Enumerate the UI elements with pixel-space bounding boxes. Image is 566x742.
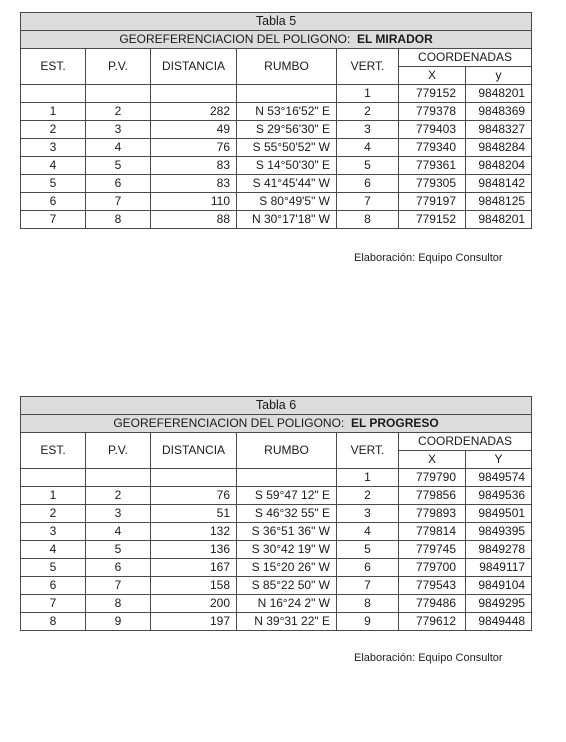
- cell-rumbo: S 46°32 55" E: [237, 505, 337, 523]
- table-caption-row: [21, 13, 532, 31]
- header-distancia: DISTANCIA: [151, 49, 237, 85]
- cell-vert: 1: [337, 85, 399, 103]
- table-row: [21, 103, 532, 121]
- cell-y: 9848142: [466, 175, 532, 193]
- table-row: [21, 121, 532, 139]
- cell-x: 779403: [399, 121, 466, 139]
- header-coordenadas: COORDENADAS: [399, 433, 532, 451]
- cell-y: 9849448: [466, 613, 532, 631]
- cell-distancia: 132: [151, 523, 237, 541]
- cell-est: 6: [21, 193, 86, 211]
- cell-x: 779612: [399, 613, 466, 631]
- cell-distancia: 88: [151, 211, 237, 229]
- table-6-body: [21, 397, 532, 631]
- cell-est: 5: [21, 175, 86, 193]
- cell-distancia: 200: [151, 595, 237, 613]
- cell-pv: 5: [86, 541, 151, 559]
- cell-rumbo: S 29°56'30" E: [237, 121, 337, 139]
- header-est: EST.: [21, 49, 86, 85]
- header-vert: VERT.: [337, 433, 399, 469]
- cell-vert: 5: [337, 541, 399, 559]
- table-row: [21, 175, 532, 193]
- table-row: [21, 469, 532, 487]
- cell-pv: 4: [86, 139, 151, 157]
- table-caption-row: [21, 397, 532, 415]
- cell-rumbo: N 39°31 22" E: [237, 613, 337, 631]
- cell-vert: 8: [337, 211, 399, 229]
- cell-rumbo: S 36°51 36" W: [237, 523, 337, 541]
- cell-pv: 6: [86, 559, 151, 577]
- cell-rumbo: S 15°20 26" W: [237, 559, 337, 577]
- cell-vert: 9: [337, 613, 399, 631]
- table-subtitle: [21, 31, 532, 49]
- header-distancia: DISTANCIA: [151, 433, 237, 469]
- cell-distancia: 83: [151, 175, 237, 193]
- cell-distancia: 197: [151, 613, 237, 631]
- cell-pv: [86, 469, 151, 487]
- cell-pv: 8: [86, 595, 151, 613]
- cell-est: 4: [21, 541, 86, 559]
- subtitle-prefix: GEOREFERENCIACION DEL POLIGONO:: [119, 32, 351, 46]
- cell-distancia: 51: [151, 505, 237, 523]
- cell-rumbo: S 14°50'30" E: [237, 157, 337, 175]
- header-est: EST.: [21, 433, 86, 469]
- cell-rumbo: [237, 469, 337, 487]
- cell-x: 779152: [399, 211, 466, 229]
- table-6: [20, 396, 532, 631]
- cell-x: 779745: [399, 541, 466, 559]
- table-subtitle: [21, 415, 532, 433]
- cell-vert: 6: [337, 175, 399, 193]
- cell-y: 9849117: [466, 559, 532, 577]
- cell-est: 1: [21, 103, 86, 121]
- cell-rumbo: S 30°42 19" W: [237, 541, 337, 559]
- table-row: [21, 505, 532, 523]
- cell-y: 9848284: [466, 139, 532, 157]
- table-5-body: [21, 13, 532, 229]
- cell-y: 9849295: [466, 595, 532, 613]
- cell-pv: [86, 85, 151, 103]
- cell-distancia: 136: [151, 541, 237, 559]
- cell-y: 9848327: [466, 121, 532, 139]
- cell-est: 4: [21, 157, 86, 175]
- cell-est: 5: [21, 559, 86, 577]
- cell-vert: 7: [337, 193, 399, 211]
- cell-vert: 4: [337, 523, 399, 541]
- cell-est: [21, 85, 86, 103]
- cell-pv: 2: [86, 103, 151, 121]
- cell-est: 6: [21, 577, 86, 595]
- cell-rumbo: S 80°49'5" W: [237, 193, 337, 211]
- cell-vert: 5: [337, 157, 399, 175]
- polygon-name: EL MIRADOR: [356, 32, 433, 46]
- cell-vert: 3: [337, 121, 399, 139]
- header-coordenadas: COORDENADAS: [399, 49, 532, 67]
- cell-y: 9848204: [466, 157, 532, 175]
- cell-pv: 7: [86, 577, 151, 595]
- cell-pv: 7: [86, 193, 151, 211]
- table-5-source: Elaboración: Equipo Consultor: [354, 252, 503, 264]
- cell-y: 9849395: [466, 523, 532, 541]
- cell-vert: 3: [337, 505, 399, 523]
- table-6-source: Elaboración: Equipo Consultor: [354, 652, 503, 664]
- cell-est: 2: [21, 505, 86, 523]
- cell-y: 9849501: [466, 505, 532, 523]
- header-vert: VERT.: [337, 49, 399, 85]
- table-row: [21, 193, 532, 211]
- header-rumbo: RUMBO: [237, 433, 337, 469]
- cell-y: 9848201: [466, 211, 532, 229]
- cell-y: 9849574: [466, 469, 532, 487]
- cell-vert: 2: [337, 487, 399, 505]
- header-pv: P.V.: [86, 433, 151, 469]
- cell-rumbo: S 55°50'52" W: [237, 139, 337, 157]
- cell-vert: 2: [337, 103, 399, 121]
- table-row: [21, 139, 532, 157]
- table-row: [21, 595, 532, 613]
- cell-x: 779893: [399, 505, 466, 523]
- cell-rumbo: S 59°47 12" E: [237, 487, 337, 505]
- table-row: [21, 487, 532, 505]
- cell-pv: 8: [86, 211, 151, 229]
- cell-x: 779197: [399, 193, 466, 211]
- header-x: X: [399, 67, 466, 85]
- header-row: [21, 433, 532, 451]
- cell-vert: 4: [337, 139, 399, 157]
- cell-pv: 6: [86, 175, 151, 193]
- cell-pv: 2: [86, 487, 151, 505]
- cell-distancia: 83: [151, 157, 237, 175]
- subtitle-prefix: GEOREFERENCIACION DEL POLIGONO:: [113, 416, 345, 430]
- header-pv: P.V.: [86, 49, 151, 85]
- cell-x: 779152: [399, 85, 466, 103]
- cell-rumbo: N 53°16'52" E: [237, 103, 337, 121]
- cell-x: 779361: [399, 157, 466, 175]
- table-row: [21, 523, 532, 541]
- table-row: [21, 157, 532, 175]
- cell-distancia: [151, 85, 237, 103]
- cell-x: 779543: [399, 577, 466, 595]
- cell-est: [21, 469, 86, 487]
- cell-y: 9848369: [466, 103, 532, 121]
- table-row: [21, 577, 532, 595]
- cell-distancia: 158: [151, 577, 237, 595]
- cell-vert: 8: [337, 595, 399, 613]
- cell-y: 9848201: [466, 85, 532, 103]
- table-row: [21, 541, 532, 559]
- cell-est: 7: [21, 595, 86, 613]
- cell-est: 3: [21, 523, 86, 541]
- cell-x: 779378: [399, 103, 466, 121]
- polygon-name: EL PROGRESO: [350, 416, 439, 430]
- cell-pv: 3: [86, 121, 151, 139]
- cell-distancia: 76: [151, 487, 237, 505]
- cell-distancia: 76: [151, 139, 237, 157]
- table-subtitle-row: [21, 415, 532, 433]
- table-row: [21, 85, 532, 103]
- cell-est: 3: [21, 139, 86, 157]
- cell-distancia: 282: [151, 103, 237, 121]
- cell-x: 779814: [399, 523, 466, 541]
- header-y: Y: [466, 451, 532, 469]
- cell-vert: 6: [337, 559, 399, 577]
- table-row: [21, 559, 532, 577]
- cell-vert: 1: [337, 469, 399, 487]
- table-row: [21, 211, 532, 229]
- cell-y: 9849104: [466, 577, 532, 595]
- cell-x: 779340: [399, 139, 466, 157]
- table-subtitle-row: [21, 31, 532, 49]
- cell-pv: 9: [86, 613, 151, 631]
- cell-y: 9848125: [466, 193, 532, 211]
- cell-x: 779486: [399, 595, 466, 613]
- cell-rumbo: N 16°24 2" W: [237, 595, 337, 613]
- table-5: [20, 12, 532, 229]
- header-row: [21, 49, 532, 67]
- table-row: [21, 613, 532, 631]
- cell-x: 779856: [399, 487, 466, 505]
- cell-pv: 3: [86, 505, 151, 523]
- header-y: y: [466, 67, 532, 85]
- header-rumbo: RUMBO: [237, 49, 337, 85]
- cell-pv: 5: [86, 157, 151, 175]
- cell-rumbo: [237, 85, 337, 103]
- cell-y: 9849536: [466, 487, 532, 505]
- cell-x: 779790: [399, 469, 466, 487]
- header-x: X: [399, 451, 466, 469]
- cell-est: 8: [21, 613, 86, 631]
- table-caption: Tabla 6: [21, 397, 532, 415]
- cell-est: 1: [21, 487, 86, 505]
- cell-distancia: 167: [151, 559, 237, 577]
- cell-pv: 4: [86, 523, 151, 541]
- cell-vert: 7: [337, 577, 399, 595]
- table-caption: Tabla 5: [21, 13, 532, 31]
- cell-x: 779305: [399, 175, 466, 193]
- cell-distancia: 49: [151, 121, 237, 139]
- cell-distancia: 110: [151, 193, 237, 211]
- cell-x: 779700: [399, 559, 466, 577]
- cell-rumbo: S 85°22 50" W: [237, 577, 337, 595]
- cell-rumbo: N 30°17'18" W: [237, 211, 337, 229]
- cell-distancia: [151, 469, 237, 487]
- cell-est: 7: [21, 211, 86, 229]
- cell-rumbo: S 41°45'44" W: [237, 175, 337, 193]
- cell-est: 2: [21, 121, 86, 139]
- cell-y: 9849278: [466, 541, 532, 559]
